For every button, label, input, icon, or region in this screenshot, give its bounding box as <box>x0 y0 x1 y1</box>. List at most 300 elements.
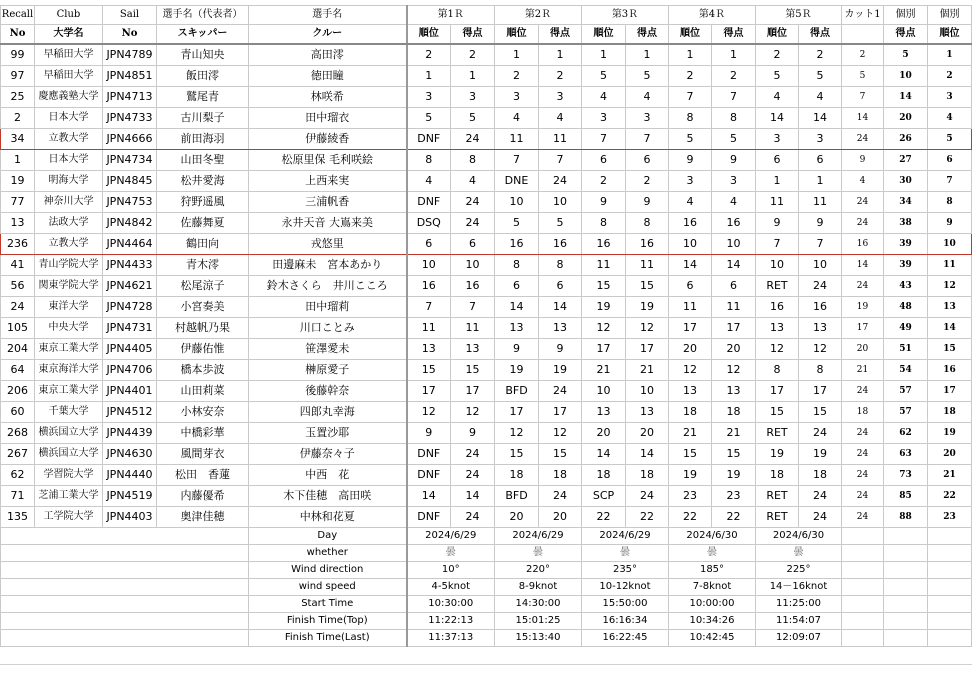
cell-sail-no: JPN4440 <box>103 465 157 486</box>
cell-cut: 17 <box>842 318 884 339</box>
cell-r2-place: 12 <box>495 423 539 444</box>
cell-club: 日本大学 <box>35 150 103 171</box>
cell-cut: 24 <box>842 486 884 507</box>
header-race-5: 第5Ｒ <box>756 6 842 25</box>
cell-rank: 11 <box>928 255 972 276</box>
cell-total: 30 <box>884 171 928 192</box>
cell-skipper: 橋本歩波 <box>157 360 249 381</box>
cell-r5-place: 13 <box>756 318 799 339</box>
cell-total: 39 <box>884 255 928 276</box>
cell-r4-points: 22 <box>712 507 756 528</box>
cell-crew: 玉置沙耶 <box>249 423 407 444</box>
cell-r4-place: 7 <box>669 87 712 108</box>
cell-skipper: 中橋彩華 <box>157 423 249 444</box>
cell-r5-points: 2 <box>799 44 842 66</box>
cell-skipper: 古川梨子 <box>157 108 249 129</box>
cell-crew: 笹澤愛未 <box>249 339 407 360</box>
cell-r3-points: 11 <box>626 255 669 276</box>
cell-r3-points: 13 <box>626 402 669 423</box>
table-row <box>1 339 972 360</box>
cell-r3-points: 19 <box>626 297 669 318</box>
conditions-row <box>1 596 972 613</box>
table-row <box>1 192 972 213</box>
cell-r2-place: 1 <box>495 44 539 66</box>
cell-r3-points: 3 <box>626 108 669 129</box>
empty-cell <box>1 630 249 647</box>
subheader-r3-place: 順位 <box>582 25 626 45</box>
cell-crew: 鈴木さくら 井川こころ <box>249 276 407 297</box>
cell-crew: 上西来実 <box>249 171 407 192</box>
cell-total: 14 <box>884 87 928 108</box>
cell-r1-points: 3 <box>451 87 495 108</box>
cell-r2-points: 2 <box>539 66 582 87</box>
cell-recall-no: 56 <box>1 276 35 297</box>
cell-r3-points: 21 <box>626 360 669 381</box>
cell-r5-points: 10 <box>799 255 842 276</box>
cell-r3-points: 9 <box>626 192 669 213</box>
cell-r3-place: 6 <box>582 150 626 171</box>
cell-r5-place: RET <box>756 486 799 507</box>
cell-crew: 伊藤綾香 <box>249 129 407 150</box>
table-row <box>1 444 972 465</box>
cell-r4-points: 6 <box>712 276 756 297</box>
cell-r4-points: 3 <box>712 171 756 192</box>
cell-rank: 1 <box>928 44 972 66</box>
cell-club: 神奈川大学 <box>35 192 103 213</box>
cell-skipper: 前田海羽 <box>157 129 249 150</box>
cell-r5-points: 8 <box>799 360 842 381</box>
condition-value-r1: 10:30:00 <box>407 596 495 613</box>
cell-club: 東京工業大学 <box>35 381 103 402</box>
empty-cell <box>884 545 928 562</box>
cell-sail-no: JPN4731 <box>103 318 157 339</box>
subheader-university: 大学名 <box>35 25 103 45</box>
header-race-1: 第1Ｒ <box>407 6 495 25</box>
empty-cell <box>884 562 928 579</box>
cell-r2-place: 6 <box>495 276 539 297</box>
cell-cut: 20 <box>842 339 884 360</box>
cell-club: 横浜国立大学 <box>35 444 103 465</box>
cell-club: 早稲田大学 <box>35 44 103 66</box>
cell-r3-place: 16 <box>582 234 626 255</box>
cell-total: 54 <box>884 360 928 381</box>
cell-cut: 24 <box>842 507 884 528</box>
cell-club: 東京海洋大学 <box>35 360 103 381</box>
cell-r4-place: 10 <box>669 234 712 255</box>
empty-cell <box>842 545 884 562</box>
cell-r1-place: 11 <box>407 318 451 339</box>
cell-r3-points: 20 <box>626 423 669 444</box>
cell-rank: 2 <box>928 66 972 87</box>
cell-r1-points: 9 <box>451 423 495 444</box>
cell-r5-place: RET <box>756 507 799 528</box>
cell-cut: 4 <box>842 171 884 192</box>
cell-r5-points: 4 <box>799 87 842 108</box>
table-row <box>1 213 972 234</box>
subheader-total: 得点 <box>884 25 928 45</box>
cell-skipper: 佐藤舞夏 <box>157 213 249 234</box>
cell-rank: 6 <box>928 150 972 171</box>
cell-recall-no: 34 <box>1 129 35 150</box>
empty-cell <box>928 630 972 647</box>
cell-r1-place: 10 <box>407 255 451 276</box>
condition-value-r3: 15:50:00 <box>582 596 669 613</box>
cell-cut: 7 <box>842 87 884 108</box>
cell-recall-no: 99 <box>1 44 35 66</box>
cell-r2-place: 8 <box>495 255 539 276</box>
cell-r5-points: 24 <box>799 507 842 528</box>
cell-r2-points: 24 <box>539 381 582 402</box>
cell-r3-place: 15 <box>582 276 626 297</box>
header-race-2: 第2Ｒ <box>495 6 582 25</box>
table-row <box>1 44 972 66</box>
cell-r1-place: 15 <box>407 360 451 381</box>
cell-r2-points: 16 <box>539 234 582 255</box>
cell-crew: 中西 花 <box>249 465 407 486</box>
cell-club: 東洋大学 <box>35 297 103 318</box>
cell-r3-place: 2 <box>582 171 626 192</box>
cell-r2-place: 19 <box>495 360 539 381</box>
results-table <box>0 5 972 647</box>
cell-cut: 9 <box>842 150 884 171</box>
cell-r1-points: 24 <box>451 129 495 150</box>
condition-value-r3: 235° <box>582 562 669 579</box>
cell-r5-points: 5 <box>799 66 842 87</box>
cell-r5-points: 13 <box>799 318 842 339</box>
cell-skipper: 小林安奈 <box>157 402 249 423</box>
cell-total: 43 <box>884 276 928 297</box>
cell-r4-place: 2 <box>669 66 712 87</box>
cell-r4-points: 19 <box>712 465 756 486</box>
cell-sail-no: JPN4753 <box>103 192 157 213</box>
cell-r2-points: 9 <box>539 339 582 360</box>
cell-cut: 24 <box>842 213 884 234</box>
condition-value-r5: 2024/6/30 <box>756 528 842 545</box>
cell-r3-place: 14 <box>582 444 626 465</box>
cell-total: 5 <box>884 44 928 66</box>
empty-cell <box>884 596 928 613</box>
condition-value-r2: 2024/6/29 <box>495 528 582 545</box>
table-row <box>1 486 972 507</box>
subheader-r5-points: 得点 <box>799 25 842 45</box>
condition-value-r4: 10:00:00 <box>669 596 756 613</box>
cell-rank: 12 <box>928 276 972 297</box>
cell-r1-points: 17 <box>451 381 495 402</box>
cell-r5-points: 15 <box>799 402 842 423</box>
header-cut: カット1 <box>842 6 884 25</box>
cell-skipper: 小宮奏美 <box>157 297 249 318</box>
condition-value-r5: 11:25:00 <box>756 596 842 613</box>
cell-cut: 16 <box>842 234 884 255</box>
cell-total: 57 <box>884 402 928 423</box>
cell-crew: 川口ことみ <box>249 318 407 339</box>
cell-r5-points: 11 <box>799 192 842 213</box>
subheader-r1-points: 得点 <box>451 25 495 45</box>
cell-r2-points: 3 <box>539 87 582 108</box>
empty-cell <box>928 545 972 562</box>
cell-r3-points: 6 <box>626 150 669 171</box>
cell-skipper: 青木澪 <box>157 255 249 276</box>
cell-recall-no: 97 <box>1 66 35 87</box>
cell-recall-no: 267 <box>1 444 35 465</box>
cell-r5-place: 10 <box>756 255 799 276</box>
empty-cell <box>1 613 249 630</box>
cell-r3-place: 22 <box>582 507 626 528</box>
cell-r4-points: 12 <box>712 360 756 381</box>
cell-skipper: 狩野遥風 <box>157 192 249 213</box>
cell-r4-place: 6 <box>669 276 712 297</box>
cell-r1-place: 5 <box>407 108 451 129</box>
cell-r1-place: 16 <box>407 276 451 297</box>
empty-cell <box>884 579 928 596</box>
cell-crew: 永井天音 大嶌来美 <box>249 213 407 234</box>
cell-rank: 17 <box>928 381 972 402</box>
cell-r5-points: 16 <box>799 297 842 318</box>
cell-skipper: 奥津佳穂 <box>157 507 249 528</box>
cell-r5-points: 14 <box>799 108 842 129</box>
table-row <box>1 66 972 87</box>
empty-cell <box>928 579 972 596</box>
cell-r1-place: 3 <box>407 87 451 108</box>
cell-club: 立教大学 <box>35 129 103 150</box>
cell-r1-points: 7 <box>451 297 495 318</box>
condition-value-r1: 2024/6/29 <box>407 528 495 545</box>
cell-sail-no: JPN4728 <box>103 297 157 318</box>
cell-r2-place: 15 <box>495 444 539 465</box>
empty-cell <box>1 545 249 562</box>
cell-r4-points: 7 <box>712 87 756 108</box>
cell-sail-no: JPN4401 <box>103 381 157 402</box>
cell-r5-place: 7 <box>756 234 799 255</box>
condition-value-r5: 225° <box>756 562 842 579</box>
cell-r5-place: 2 <box>756 44 799 66</box>
cell-rank: 15 <box>928 339 972 360</box>
condition-value-r4: 7-8knot <box>669 579 756 596</box>
cell-sail-no: JPN4706 <box>103 360 157 381</box>
cell-crew: 四郎丸幸海 <box>249 402 407 423</box>
cell-sail-no: JPN4851 <box>103 66 157 87</box>
cell-recall-no: 206 <box>1 381 35 402</box>
cell-club: 関東学院大学 <box>35 276 103 297</box>
cell-r3-points: 7 <box>626 129 669 150</box>
cell-r3-place: 7 <box>582 129 626 150</box>
cell-r4-place: 23 <box>669 486 712 507</box>
cell-crew: 徳田瞳 <box>249 66 407 87</box>
condition-value-r1: 11:37:13 <box>407 630 495 647</box>
cell-sail-no: JPN4405 <box>103 339 157 360</box>
cell-skipper: 松井愛海 <box>157 171 249 192</box>
cell-r2-place: 4 <box>495 108 539 129</box>
cell-recall-no: 64 <box>1 360 35 381</box>
cell-r2-points: 24 <box>539 171 582 192</box>
header-crew: 選手名 <box>249 6 407 25</box>
cell-r5-place: 19 <box>756 444 799 465</box>
cell-r3-points: 17 <box>626 339 669 360</box>
cell-rank: 22 <box>928 486 972 507</box>
cell-r2-points: 13 <box>539 318 582 339</box>
condition-value-r3: 16:22:45 <box>582 630 669 647</box>
cell-r4-place: 9 <box>669 150 712 171</box>
conditions-row <box>1 562 972 579</box>
cell-r4-points: 14 <box>712 255 756 276</box>
cell-sail-no: JPN4403 <box>103 507 157 528</box>
cell-r2-points: 15 <box>539 444 582 465</box>
cell-rank: 13 <box>928 297 972 318</box>
cell-r3-place: SCP <box>582 486 626 507</box>
conditions-row <box>1 613 972 630</box>
table-row <box>1 381 972 402</box>
condition-value-r4: 10:34:26 <box>669 613 756 630</box>
cell-r4-points: 5 <box>712 129 756 150</box>
cell-r4-points: 18 <box>712 402 756 423</box>
cell-r2-points: 5 <box>539 213 582 234</box>
cell-r2-place: 18 <box>495 465 539 486</box>
cell-recall-no: 24 <box>1 297 35 318</box>
cell-r1-points: 1 <box>451 66 495 87</box>
cell-sail-no: JPN4630 <box>103 444 157 465</box>
cell-cut: 19 <box>842 297 884 318</box>
condition-label: Start Time <box>249 596 407 613</box>
cell-r4-points: 23 <box>712 486 756 507</box>
subheader-r2-place: 順位 <box>495 25 539 45</box>
empty-cell <box>842 613 884 630</box>
cell-r5-points: 7 <box>799 234 842 255</box>
cell-r3-points: 10 <box>626 381 669 402</box>
cell-r4-points: 11 <box>712 297 756 318</box>
cell-r5-place: 17 <box>756 381 799 402</box>
cell-r2-points: 6 <box>539 276 582 297</box>
cell-crew: 松原里保 毛利咲絵 <box>249 150 407 171</box>
cell-r5-place: 18 <box>756 465 799 486</box>
cell-r5-place: 16 <box>756 297 799 318</box>
cell-r3-place: 3 <box>582 108 626 129</box>
cell-r4-place: 13 <box>669 381 712 402</box>
subheader-cut <box>842 25 884 45</box>
cell-r3-points: 1 <box>626 44 669 66</box>
cell-skipper: 松尾涼子 <box>157 276 249 297</box>
condition-value-r3: 16:16:34 <box>582 613 669 630</box>
cell-rank: 7 <box>928 171 972 192</box>
cell-club: 法政大学 <box>35 213 103 234</box>
cell-rank: 8 <box>928 192 972 213</box>
cell-skipper: 内藤優希 <box>157 486 249 507</box>
cell-r4-place: 20 <box>669 339 712 360</box>
cell-r5-place: 9 <box>756 213 799 234</box>
cell-r1-place: DNF <box>407 465 451 486</box>
cell-total: 26 <box>884 129 928 150</box>
cell-club: 横浜国立大学 <box>35 423 103 444</box>
cell-recall-no: 62 <box>1 465 35 486</box>
cell-recall-no: 204 <box>1 339 35 360</box>
cell-r3-place: 20 <box>582 423 626 444</box>
empty-cell <box>842 579 884 596</box>
cell-recall-no: 60 <box>1 402 35 423</box>
cell-r3-place: 13 <box>582 402 626 423</box>
cell-r3-points: 22 <box>626 507 669 528</box>
cell-skipper: 青山知央 <box>157 44 249 66</box>
cell-r4-points: 15 <box>712 444 756 465</box>
cell-r5-place: 15 <box>756 402 799 423</box>
cell-sail-no: JPN4512 <box>103 402 157 423</box>
condition-label: wind speed <box>249 579 407 596</box>
cell-r2-points: 17 <box>539 402 582 423</box>
subheader-r3-points: 得点 <box>626 25 669 45</box>
cell-r2-place: 2 <box>495 66 539 87</box>
cell-r5-points: 24 <box>799 276 842 297</box>
cell-crew: 木下佳穂 高田咲 <box>249 486 407 507</box>
empty-cell <box>1 596 249 613</box>
condition-label: Finish Time(Top) <box>249 613 407 630</box>
empty-cell <box>928 596 972 613</box>
cell-crew: 榊原愛子 <box>249 360 407 381</box>
cell-r2-place: 13 <box>495 318 539 339</box>
cell-r4-points: 20 <box>712 339 756 360</box>
empty-cell <box>884 630 928 647</box>
cell-rank: 20 <box>928 444 972 465</box>
cell-skipper: 松田 香蓮 <box>157 465 249 486</box>
subheader-r4-points: 得点 <box>712 25 756 45</box>
cell-rank: 21 <box>928 465 972 486</box>
cell-r1-place: DSQ <box>407 213 451 234</box>
cell-r4-place: 21 <box>669 423 712 444</box>
cell-r4-place: 5 <box>669 129 712 150</box>
cell-club: 芝浦工業大学 <box>35 486 103 507</box>
cell-r3-place: 5 <box>582 66 626 87</box>
cell-r1-points: 24 <box>451 213 495 234</box>
cell-r3-place: 10 <box>582 381 626 402</box>
table-row <box>1 150 972 171</box>
cell-r4-points: 1 <box>712 44 756 66</box>
cell-club: 慶應義塾大学 <box>35 87 103 108</box>
cell-r1-place: 8 <box>407 150 451 171</box>
empty-cell <box>1 562 249 579</box>
table-row <box>1 465 972 486</box>
cell-club: 日本大学 <box>35 108 103 129</box>
cell-r3-points: 8 <box>626 213 669 234</box>
cell-crew: 中林和花夏 <box>249 507 407 528</box>
subheader-r1-place: 順位 <box>407 25 451 45</box>
cell-sail-no: JPN4733 <box>103 108 157 129</box>
cell-r4-place: 8 <box>669 108 712 129</box>
cell-sail-no: JPN4519 <box>103 486 157 507</box>
cell-r3-place: 8 <box>582 213 626 234</box>
cell-r3-points: 12 <box>626 318 669 339</box>
cell-r4-place: 11 <box>669 297 712 318</box>
cell-r3-points: 2 <box>626 171 669 192</box>
cell-r5-place: 4 <box>756 87 799 108</box>
cell-sail-no: JPN4433 <box>103 255 157 276</box>
cell-crew: 三浦帆香 <box>249 192 407 213</box>
cell-r3-place: 9 <box>582 192 626 213</box>
cell-cut: 5 <box>842 66 884 87</box>
cell-r1-place: DNF <box>407 192 451 213</box>
cell-cut: 14 <box>842 255 884 276</box>
cell-r1-points: 24 <box>451 507 495 528</box>
cell-r4-place: 17 <box>669 318 712 339</box>
cell-r3-place: 17 <box>582 339 626 360</box>
cell-total: 20 <box>884 108 928 129</box>
cell-sail-no: JPN4734 <box>103 150 157 171</box>
condition-value-r2: 15:13:40 <box>495 630 582 647</box>
cell-r3-place: 4 <box>582 87 626 108</box>
header-skipper: 選手名（代表者） <box>157 6 249 25</box>
cell-r1-place: DNF <box>407 129 451 150</box>
cell-club: 立教大学 <box>35 234 103 255</box>
condition-value-r3: 10-12knot <box>582 579 669 596</box>
cell-r2-place: BFD <box>495 486 539 507</box>
cell-r4-place: 22 <box>669 507 712 528</box>
condition-value-r3: 2024/6/29 <box>582 528 669 545</box>
